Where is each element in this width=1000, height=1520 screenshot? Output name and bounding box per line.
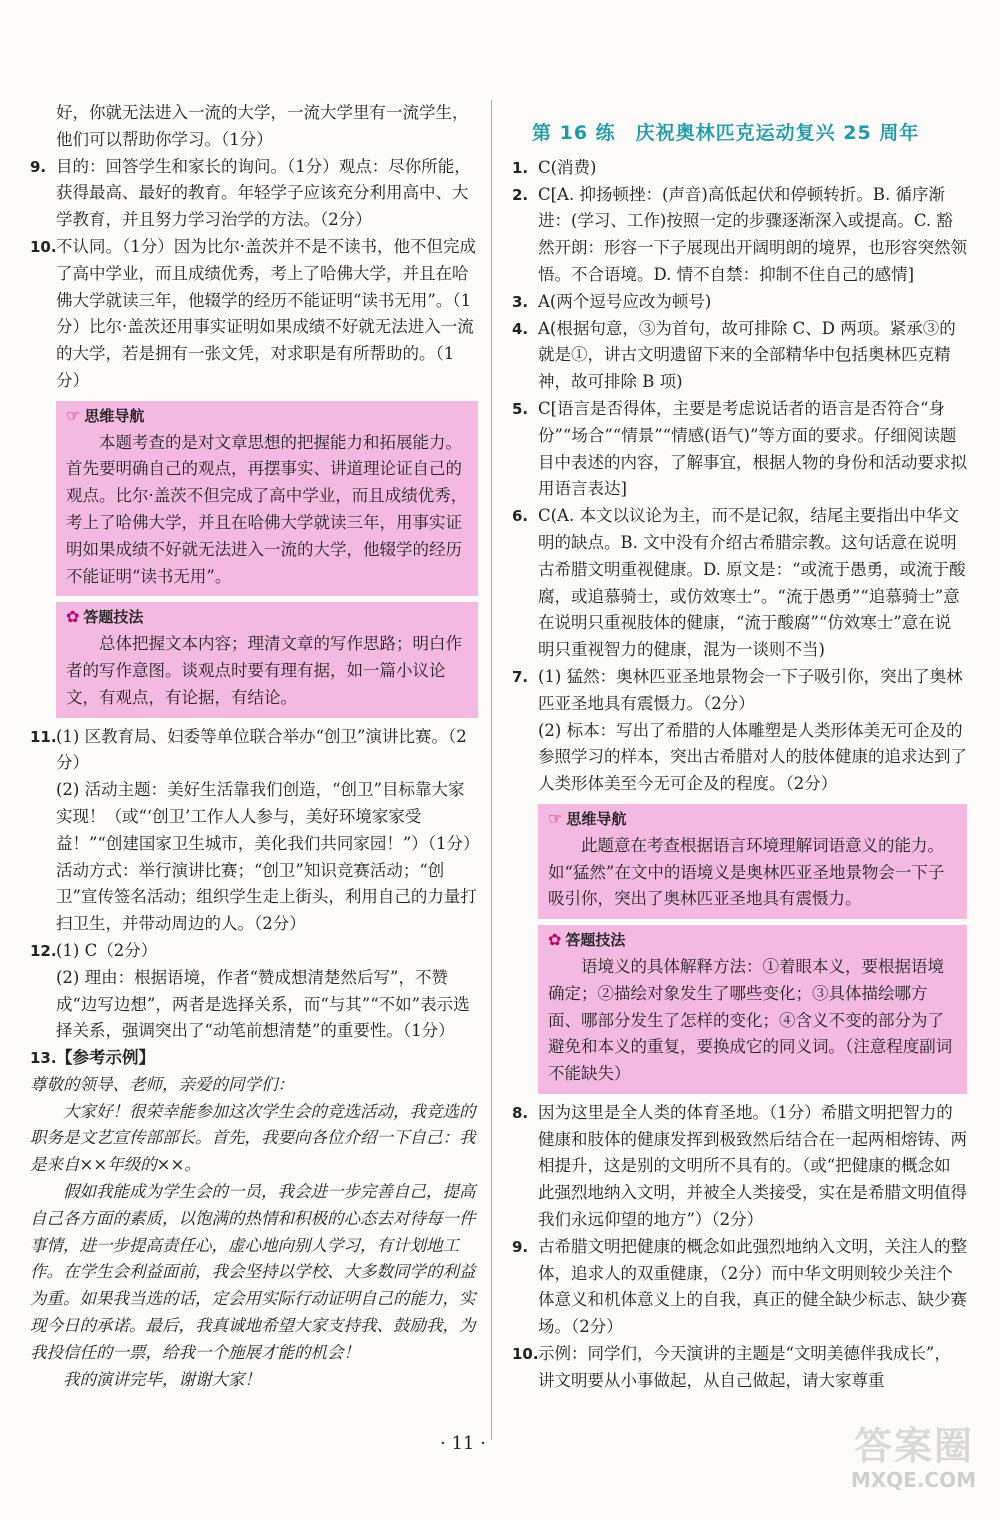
question-number: 9. bbox=[30, 157, 47, 176]
question-number: 6. bbox=[512, 507, 529, 526]
section-title: 第 16 练 庆祝奥林匹克运动复兴 25 周年 bbox=[532, 122, 920, 144]
question-number: 10. bbox=[512, 1345, 539, 1364]
answer-text: C(消费) bbox=[538, 157, 597, 177]
right-column bbox=[512, 100, 967, 1395]
question-3 bbox=[512, 289, 967, 316]
question-number: 4. bbox=[512, 319, 529, 338]
answer-part-1: (1) 猛然：奥林匹亚圣地景物会一下子吸引你，突出了奥林匹亚圣地具有震慑力。（2分） bbox=[538, 666, 963, 713]
box-body: 总体把握文本内容；理清文章的写作思路；明白作者的写作意图。谈观点时要有理有据，如一篇小议论文，有观点，有论据，有结论。 bbox=[66, 634, 462, 707]
question-12 bbox=[30, 938, 478, 1045]
box-title-text: 思维导航 bbox=[566, 809, 627, 828]
box-title-text: 答题技法 bbox=[565, 931, 626, 950]
thinking-guide-box bbox=[56, 401, 478, 597]
question-number: 11. bbox=[30, 727, 57, 746]
box-body: 此题意在考查根据语言环境理解词语意义的能力。如“猛然”在文中的语境义是奥林匹亚圣地景物会一下子吸引你，突出了奥林匹亚圣地具有震慑力。 bbox=[548, 835, 945, 909]
question-9 bbox=[30, 154, 478, 234]
flower-icon: ✿ bbox=[548, 930, 562, 950]
essay-closing: 我的演讲完毕，谢谢大家！ bbox=[63, 1369, 261, 1389]
question-13 bbox=[30, 1045, 478, 1072]
question-number: 8. bbox=[512, 1103, 529, 1122]
thinking-guide-box bbox=[538, 804, 967, 919]
pointing-hand-icon: ☞ bbox=[548, 808, 563, 828]
question-number: 2. bbox=[512, 185, 529, 204]
flower-icon: ✿ bbox=[66, 607, 80, 627]
pointing-hand-icon: ☞ bbox=[66, 405, 81, 425]
box-body: 语境义的具体解释方法：①着眼本义，要根据语境确定；②描绘对象发生了哪些变化；③具体描绘哪方面、哪部分发生了怎样的变化；④含义不变的部分为了避免和本义的重复，要换成它的同义词。（注意程度副词不能缺失） bbox=[548, 956, 953, 1084]
question-number: 12. bbox=[30, 941, 57, 960]
box-title bbox=[66, 403, 468, 430]
box-title bbox=[548, 927, 957, 954]
answer-technique-box bbox=[538, 925, 967, 1094]
answer-text: 古希腊文明把健康的概念如此强烈地纳入文明，关注人的整体，追求人的双重健康，（2分）而中华文明则较少关注个体意义和机体意义上的自我，真正的健全缺少标志、缺少赛场。（2分） bbox=[538, 1236, 967, 1337]
reference-example-heading: 【参考示例】 bbox=[56, 1048, 155, 1068]
answer-part-2: (2) 活动主题：美好生活靠我们创造，“创卫”目标靠大家实现！（或“‘创卫’工作人人参与，美好环境家家受益！”“创建国家卫生城市，美化我们共同家园！”）（1分）活动方式：举行演讲比赛；“创卫”知识竞赛活动；“创卫”宣传签名活动；组织学生走上街头，利用自己的力量打扫卫生，并带动周边的人。（2分） bbox=[56, 780, 477, 934]
question-1 bbox=[512, 155, 967, 182]
question-11 bbox=[30, 724, 478, 938]
watermark-url: MXQE.COM bbox=[850, 1468, 976, 1492]
question-4 bbox=[512, 316, 967, 396]
box-body: 本题考查的是对文章思想的把握能力和拓展能力。首先要明确自己的观点，再摆事实、讲道理论证自己的观点。比尔·盖茨不但完成了高中学业，而且成绩优秀，考上了哈佛大学，并且在哈佛大学就读三年，用事实证明如果成绩不好就无法进入一流的大学，他辍学的经历不能证明“读书无用”。 bbox=[66, 432, 468, 586]
question-10 bbox=[512, 1341, 967, 1395]
question-number: 3. bbox=[512, 292, 529, 311]
answer-text: C[语言是否得体，主要是考虑说话者的语言是否符合“身份”“场合”“情景”“情感(语气)”等方面的要求。仔细阅读题目中表述的内容，了解事宜，根据人物的身份和活动要求拟用语言表达] bbox=[538, 398, 967, 499]
answer-part-1: (1) C（2分） bbox=[56, 940, 158, 960]
box-title bbox=[548, 806, 957, 833]
box-title-text: 思维导航 bbox=[84, 406, 145, 425]
question-number: 1. bbox=[512, 158, 529, 177]
answer-text: A(根据句意，③为首句，故可排除 C、D 两项。紧承③的就是①，讲古文明遗留下来的全部精华中包括奥林匹克精神，故可排除 B 项) bbox=[538, 318, 956, 392]
left-column bbox=[30, 100, 478, 1393]
question-number: 13. bbox=[30, 1049, 57, 1068]
essay-paragraph: 假如我能成为学生会的一员，我会进一步完善自己，提高自己各方面的素质，以饱满的热情和积极的心态去对待每一件事情，进一步提高责任心，虚心地向别人学习，有计划地工作。在学生会利益面前，我会坚持以学校、大多数同学的利益为重。如果我当选的话，定会用实际行动证明自己的能力，实现今日的承诺。最后，我真诚地希望大家支持我、鼓励我，为我投信任的一票，给我一个施展才能的机会！ bbox=[30, 1182, 476, 1362]
answer-text: 示例：同学们，今天演讲的主题是“文明美德伴我成长”，讲文明要从小事做起，从自己做起，请大家尊重 bbox=[538, 1344, 951, 1390]
answer-technique-box bbox=[56, 602, 478, 717]
question-7 bbox=[512, 664, 967, 798]
essay-salutation: 尊敬的领导、老师，亲爱的同学们： bbox=[30, 1074, 294, 1094]
question-number: 9. bbox=[512, 1237, 529, 1256]
answer-text: 因为这里是全人类的体育圣地。（1分）希腊文明把智力的健康和肢体的健康发挥到极致然后结合在一起两相熔铸、两相提升，这是别的文明所不具有的。（或“把健康的概念如此强烈地纳入文明，并被全人类接受，实在是希腊文明值得我们永远仰望的地方”）（2分） bbox=[538, 1102, 967, 1230]
box-title bbox=[66, 604, 468, 631]
column-divider bbox=[491, 100, 492, 1440]
essay-paragraph: 大家好！很荣幸能参加这次学生会的竞选活动，我竞选的职务是文艺宣传部部长。首先，我要向各位介绍一下自己：我是来自××年级的××。 bbox=[30, 1101, 476, 1175]
speech-essay bbox=[30, 1072, 478, 1394]
answer-part-1: (1) 区教育局、妇委等单位联合举办“创卫”演讲比赛。（2分） bbox=[56, 726, 467, 773]
question-number: 7. bbox=[512, 667, 529, 686]
box-title-text: 答题技法 bbox=[83, 608, 144, 627]
answer-text: C(A. 本文以议论为主，而不是记叙，结尾主要指出中华文明的缺点。B. 文中没有介绍古希腊宗教。这句话意在说明古希腊文明重视健康。D. 原文是：“或流于愚勇，或流于酸腐，或追慕骑士，或仿效寒士”。“流于愚勇”“追慕骑士”意在说明只重视肢体的健康，“流于酸腐”“仿效寒士”意在说明只重视智力的健康，混为一谈则不当) bbox=[538, 506, 966, 660]
answer-part-2: (2) 理由：根据语境，作者“赞成想清楚然后写”，不赞成“边写边想”，两者是选择关系，而“与其”“不如”表示选择关系，强调突出了“动笔前想清楚”的重要性。（1分） bbox=[56, 967, 470, 1041]
watermark bbox=[826, 1422, 976, 1492]
question-number: 10. bbox=[30, 237, 57, 256]
question-6 bbox=[512, 503, 967, 664]
page-number: · 11 · bbox=[440, 1433, 486, 1454]
answer-text: 不认同。（1分）因为比尔·盖茨并不是不读书，他不但完成了高中学业，而且成绩优秀，考上了哈佛大学，并且在哈佛大学就读三年，他辍学的经历不能证明“读书无用”。（1分）比尔·盖茨还用事实证明如果成绩不好就无法进入一流的大学，若是拥有一张文凭，对求职是有所帮助的。（1分） bbox=[56, 236, 476, 390]
question-number: 5. bbox=[512, 399, 529, 418]
answer-text: A(两个逗号应改为顿号) bbox=[538, 291, 712, 311]
answer-text: C[A. 抑扬顿挫：(声音)高低起伏和停顿转折。B. 循序渐进：(学习、工作)按照一定的步骤逐渐深入或提高。C. 豁然开朗：形容一下子展现出开阔明朗的境界，也形容突然领悟。不合语境。D. 情不自禁：抑制不住自己的感情] bbox=[538, 184, 967, 284]
question-9 bbox=[512, 1234, 967, 1341]
question-5 bbox=[512, 396, 967, 503]
intro-text: 好，你就无法进入一流的大学，一流大学里有一流学生，他们可以帮助你学习。（1分） bbox=[56, 103, 469, 149]
answer-text: 目的：回答学生和家长的询问。（1分）观点：尽你所能，获得最高、最好的教育。年轻学子应该充分利用高中、大学教育，并且努力学习治学的方法。（2分） bbox=[56, 156, 471, 230]
question-2 bbox=[512, 182, 967, 289]
watermark-logo: 答案圈 bbox=[853, 1424, 974, 1468]
question-8 bbox=[512, 1100, 967, 1234]
answer-part-2: (2) 标本：写出了希腊的人体雕塑是人类形体美无可企及的参照学习的样本，突出古希腊对人的肢体健康的追求达到了人类形体美至今无可企及的程度。（2分） bbox=[538, 720, 967, 794]
question-10 bbox=[30, 234, 478, 395]
